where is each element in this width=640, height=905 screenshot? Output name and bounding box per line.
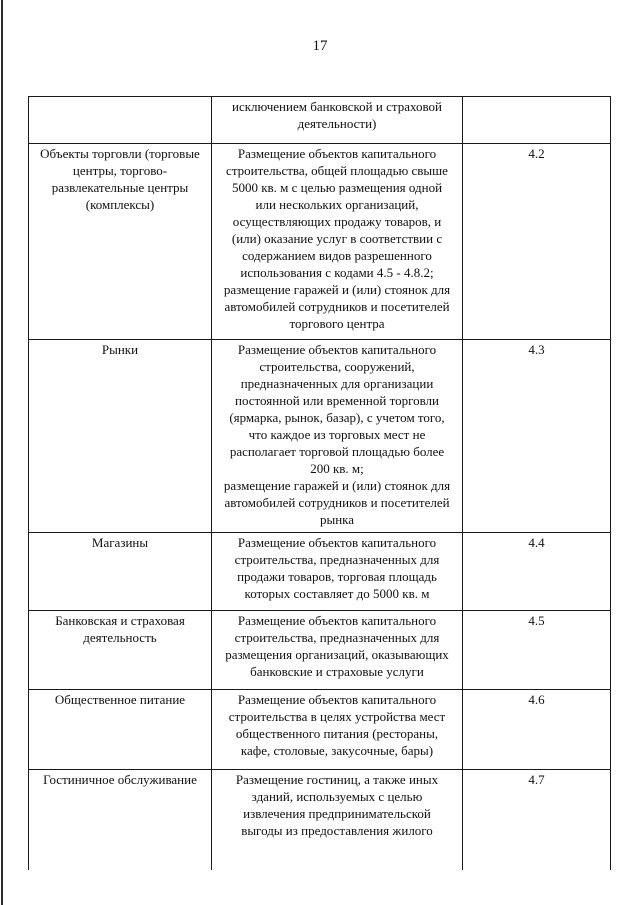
use-type-description: Размещение гостиниц, а также иных зданий, используемых с целью извлечения предпринимательской выгоды из предоставления жилого: [212, 770, 463, 870]
use-type-code: 4.6: [463, 690, 611, 770]
use-type-name: Рынки: [29, 340, 212, 533]
use-type-code: 4.7: [463, 770, 611, 870]
use-type-description: исключением банковской и страховой деятельности): [212, 97, 463, 144]
page-number: 17: [312, 38, 328, 54]
use-type-description: Размещение объектов капитального строительства, общей площадью свыше 5000 кв. м с целью размещения одной или нескольких организаций, осуществляющих продажу товаров, и (или) оказание услуг в соответствии с содержанием видов разрешенного использования с кодами 4.5 - 4.8.2; размещение гаражей и (или) стоянок для автомобилей сотрудников и посетителей торгового центра: [212, 144, 463, 340]
use-type-code: 4.4: [463, 533, 611, 611]
table-row: [29, 690, 611, 770]
table-row: [29, 611, 611, 690]
use-type-description: Размещение объектов капитального строительства, предназначенных для размещения организаций, оказывающих банковские и страховые услуги: [212, 611, 463, 690]
use-type-name: Магазины: [29, 533, 212, 611]
use-type-code: 4.3: [463, 340, 611, 533]
use-type-description: Размещение объектов капитального строительства в целях устройства мест общественного питания (рестораны, кафе, столовые, закусочные, бары): [212, 690, 463, 770]
table-row: [29, 97, 611, 144]
use-type-code: 4.5: [463, 611, 611, 690]
use-type-name: Общественное питание: [29, 690, 212, 770]
use-type-name: Банковская и страховая деятельность: [29, 611, 212, 690]
table-row: [29, 340, 611, 533]
table-row: [29, 533, 611, 611]
use-type-name: Гостиничное обслуживание: [29, 770, 212, 870]
use-type-code: [463, 97, 611, 144]
scan-edge-line: [1, 0, 3, 905]
use-type-name: [29, 97, 212, 144]
use-type-name: Объекты торговли (торговые центры, торгово- развлекательные центры (комплексы): [29, 144, 212, 340]
use-type-code: 4.2: [463, 144, 611, 340]
table-row: [29, 770, 611, 870]
use-type-description: Размещение объектов капитального строительства, сооружений, предназначенных для организации постоянной или временной торговли (ярмарка, рынок, базар), с учетом того, что каждое из торговых мест не располагает торговой площадью более 200 кв. м; размещение гаражей и (или) стоянок для автомобилей сотрудников и посетителей рынка: [212, 340, 463, 533]
table-row: [29, 144, 611, 340]
use-type-description: Размещение объектов капитального строительства, предназначенных для продажи товаров, торговая площадь которых составляет до 5000 кв. м: [212, 533, 463, 611]
land-use-table: [28, 96, 611, 870]
